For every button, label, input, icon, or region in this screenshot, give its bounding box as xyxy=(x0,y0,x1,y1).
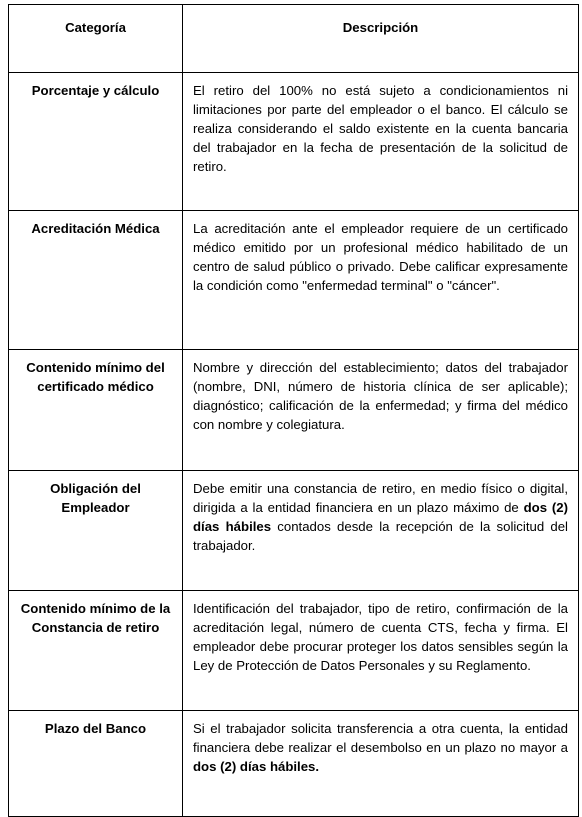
description-bold-deadline: dos (2) días hábiles xyxy=(193,500,568,534)
category-cell: Obligación del Empleador xyxy=(9,471,183,591)
description-bold-deadline: dos (2) días hábiles. xyxy=(193,759,320,774)
table-row xyxy=(9,711,579,817)
category-cell: Acreditación Médica xyxy=(9,211,183,350)
description-cell: Identificación del trabajador, tipo de retiro, confirmación de la acreditación legal, número de cuenta CTS, fecha y firma. El empleador debe procurar proteger los datos sensibles según la Ley de Protección de Datos Personales y su Reglamento. xyxy=(183,591,579,711)
category-cell: Plazo del Banco xyxy=(9,711,183,817)
description-text: Si el trabajador solicita transferencia a otra cuenta, la entidad financiera debe realizar el desembolso en un plazo no mayor a xyxy=(193,721,568,755)
header-description: Descripción xyxy=(183,5,579,73)
category-cell: Contenido mínimo del certificado médico xyxy=(9,350,183,471)
table-row xyxy=(9,471,579,591)
description-text: Debe emitir una constancia de retiro, en medio físico o digital, dirigida a la entidad financiera en un plazo máximo de xyxy=(193,481,568,515)
category-cell: Porcentaje y cálculo xyxy=(9,73,183,211)
table-header-row xyxy=(9,5,579,73)
table-row xyxy=(9,73,579,211)
info-table xyxy=(8,4,579,817)
table-row xyxy=(9,211,579,350)
description-cell: El retiro del 100% no está sujeto a condicionamientos ni limitaciones por parte del empleador o el banco. El cálculo se realiza considerando el saldo existente en la cuenta bancaria del trabajador en la fecha de presentación de la solicitud de retiro. xyxy=(183,73,579,211)
description-cell xyxy=(183,471,579,591)
table-row xyxy=(9,591,579,711)
description-cell: La acreditación ante el empleador requiere de un certificado médico emitido por un profesional médico habilitado de un centro de salud público o privado. Debe calificar expresamente la condición como "enfermedad terminal" o "cáncer". xyxy=(183,211,579,350)
description-text: contados desde la recepción de la solicitud del trabajador. xyxy=(193,519,568,553)
description-cell xyxy=(183,711,579,817)
category-cell: Contenido mínimo de la Constancia de retiro xyxy=(9,591,183,711)
table-row xyxy=(9,350,579,471)
header-category: Categoría xyxy=(9,5,183,73)
description-cell: Nombre y dirección del establecimiento; datos del trabajador (nombre, DNI, número de historia clínica de ser aplicable); diagnóstico; calificación de la enfermedad; y firma del médico con nombre y colegiatura. xyxy=(183,350,579,471)
